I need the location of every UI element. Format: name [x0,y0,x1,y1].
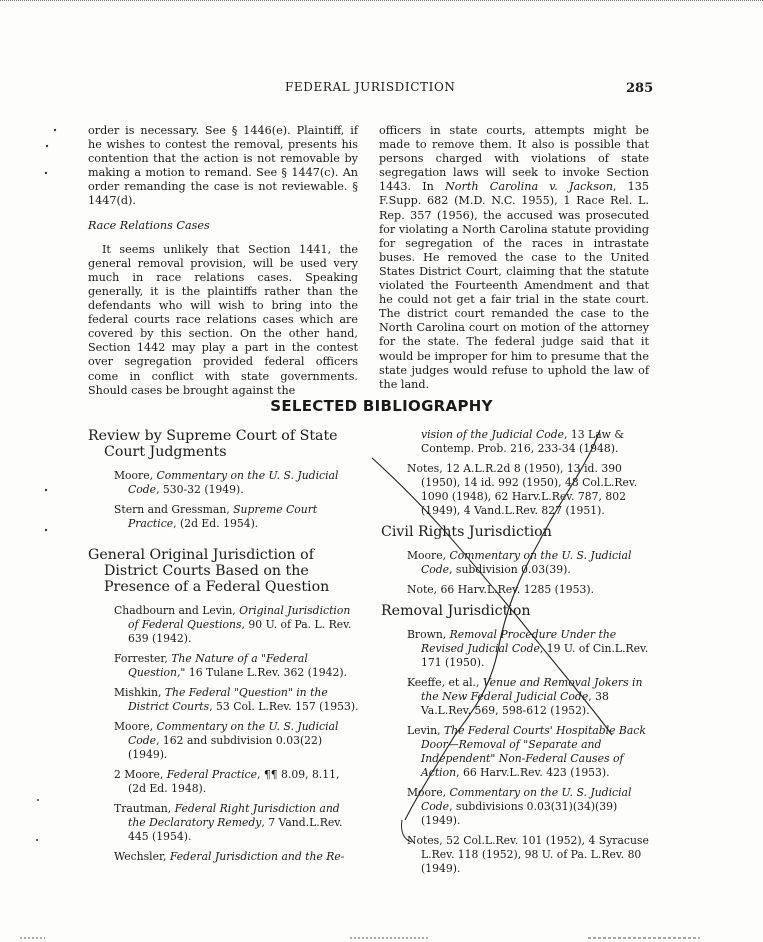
author: Mishkin, [114,686,165,699]
top-dotted-border [0,0,763,1]
citation: , (2d Ed. 1954). [173,517,259,530]
bib-entry [88,850,360,864]
section-heading: Civil Rights Jurisdiction [381,524,552,540]
author: Stern and Gressman, [114,503,234,516]
bibliography-left-column [88,428,360,870]
citation: , 530-32 (1949). [156,483,244,496]
work-title: The Federal "Question" in the District Courts [128,686,328,713]
citation: , subdivision 0.03(39). [449,563,571,576]
bib-entry [88,802,360,844]
author: Forrester, [114,652,172,665]
citation: , 13 Law & Contemp. Prob. 216, 233-34 (1948). [421,428,624,455]
citation: 16 Tulane L.Rev. 362 (1942). [185,666,347,679]
bib-entry [381,628,652,670]
bibliography-title: SELECTED BIBLIOGRAPHY [270,397,493,415]
author: Wechsler, [114,850,170,863]
author: Trautman, [114,802,175,815]
margin-speck [45,489,47,491]
author: Moore, [114,720,157,733]
author: Moore, [407,786,450,799]
subheading-race-relations: Race Relations Cases [88,218,210,232]
citation: , ¶¶ 8.09, 8.11, (2d Ed. 1948). [128,768,340,795]
bib-entry: Note, 66 Harv.L.Rev. 1285 (1953). [407,583,595,596]
author: Moore, [114,469,157,482]
left-text-column [88,124,358,408]
section-heading: General Original Jurisdiction of District Courts Based on the Presence of a Federal Question [88,547,330,595]
author: Chadbourn and Levin, [114,604,240,617]
citation: , 162 and subdivision 0.03(22) (1949). [128,734,323,761]
citation: , 66 Harv.L.Rev. 423 (1953). [456,766,610,779]
author: Brown, [407,628,450,641]
citation: , 7 Vand.L.Rev. 445 (1954). [128,816,343,843]
bib-entry [88,469,360,497]
work-title: Removal Procedure Under the Revised Judicial Code [421,628,617,655]
case-name: North Carolina v. Jackson [445,180,613,194]
bib-entry [88,604,360,646]
margin-speck [45,172,47,174]
text-run: , 135 F.Supp. 682 (M.D. N.C. 1955), 1 Race Rel. L. Rep. 357 (1956), the accused was prosecuted for violating a North Carolina statute providing for segregation of the races in intrastate buses. He removed the case to the United States District Court, claiming that the statute violated the Fourteenth Amendment and that he could not get a fair trial in the state court. The district court remanded the case to the North Carolina court on motion of the attorney for the state. The federal judge said that it would be improper for him to presume that the state judges would refuse to uphold the law of the land. [379,180,649,391]
margin-speck [46,145,48,147]
bib-entry [381,786,652,828]
margin-speck [36,839,38,841]
author: Keeffe, et al., [407,676,483,689]
work-title: Federal Practice [166,768,257,781]
section-heading: Removal Jurisdiction [381,603,531,619]
bib-entry [381,676,652,718]
paragraph: order is necessary. See § 1446(e). Plaintiff, if he wishes to contest the removal, presents his contention that the action is not removable by making a motion to remand. See § 1447(c). An order remanding the case is not reviewable. § 1447(d). [88,124,358,208]
author: 2 Moore, [114,768,167,781]
page-number: 285 [626,81,654,96]
work-title: vision of the Judicial Code [421,428,565,441]
work-title: The Federal Courts' Hospitable Back Door—Removal of "Separate and Independent" Non-Federal Causes of Action [421,724,646,779]
work-title: Venue and Removal Jokers in the New Federal Judicial Code [421,676,643,703]
work-title: Federal Jurisdiction and the Re- [169,850,345,863]
citation: , 90 U. of Pa. L. Rev. 639 (1942). [128,618,352,645]
work-title: Commentary on the U. S. Judicial Code [128,469,339,496]
work-title: Commentary on the U. S. Judicial Code [421,786,632,813]
margin-speck [45,529,47,531]
running-head: FEDERAL JURISDICTION [285,80,456,94]
paragraph: It seems unlikely that Section 1441, the general removal provision, will be used very much in race relations cases. Speaking generally, it is the plaintiffs rather than the defendants who will wish to bring into the federal courts race relations cases which are covered by this section. On the other hand, Section 1442 may play a part in the contest over segregation provided federal officers come in conflict with state governments. Should cases be brought against the [88,242,358,397]
bib-entry [381,549,652,577]
work-title: Commentary on the U. S. Judicial Code [421,549,632,576]
text-run: officers in state courts, attempts might be made to remove them. It also is possible that persons charged with violations of state segregation laws will seek to invoke Section 1443. In [379,124,649,194]
bib-entry [88,686,360,714]
citation: , subdivisions 0.03(31)(34)(39) (1949). [421,800,618,827]
margin-speck [54,129,56,131]
bib-entry [88,503,360,531]
page-header [0,80,763,98]
work-title: Supreme Court Practice [128,503,318,530]
author: Moore, [407,549,450,562]
bibliography-right-column [381,428,652,882]
paragraph [379,124,649,392]
margin-speck [37,799,39,801]
bib-entry: Notes, 12 A.L.R.2d 8 (1950), 13 id. 390 (1950), 14 id. 992 (1950), 48 Col.L.Rev. 1090 (1948), 62 Harv.L.Rev. 787, 802 (1949), 4 Vand.L.Rev. 827 (1951). [407,462,638,517]
citation: , 19 U. of Cin.L.Rev. 171 (1950). [421,642,649,669]
right-text-column [379,124,649,402]
bib-entry [381,724,652,780]
work-title: The Nature of a "Federal Question," [128,652,308,679]
work-title: Original Jurisdiction of Federal Questions [128,604,351,631]
section-heading: Review by Supreme Court of State Court Judgments [88,428,338,460]
bib-entry: Notes, 52 Col.L.Rev. 101 (1952), 4 Syracuse L.Rev. 118 (1952), 98 U. of Pa. L.Rev. 80 (1949). [407,834,649,875]
citation: , 38 Va.L.Rev. 569, 598-612 (1952). [421,690,609,717]
bib-entry [88,652,360,680]
work-title: Commentary on the U. S. Judicial Code [128,720,339,747]
author: Levin, [407,724,444,737]
bib-entry-continued [381,428,652,456]
spacer [88,537,360,547]
citation: , 53 Col. L.Rev. 157 (1953). [209,700,359,713]
bib-entry [88,720,360,762]
bib-entry [88,768,360,796]
work-title: Federal Right Jurisdiction and the Declaratory Remedy [128,802,340,829]
